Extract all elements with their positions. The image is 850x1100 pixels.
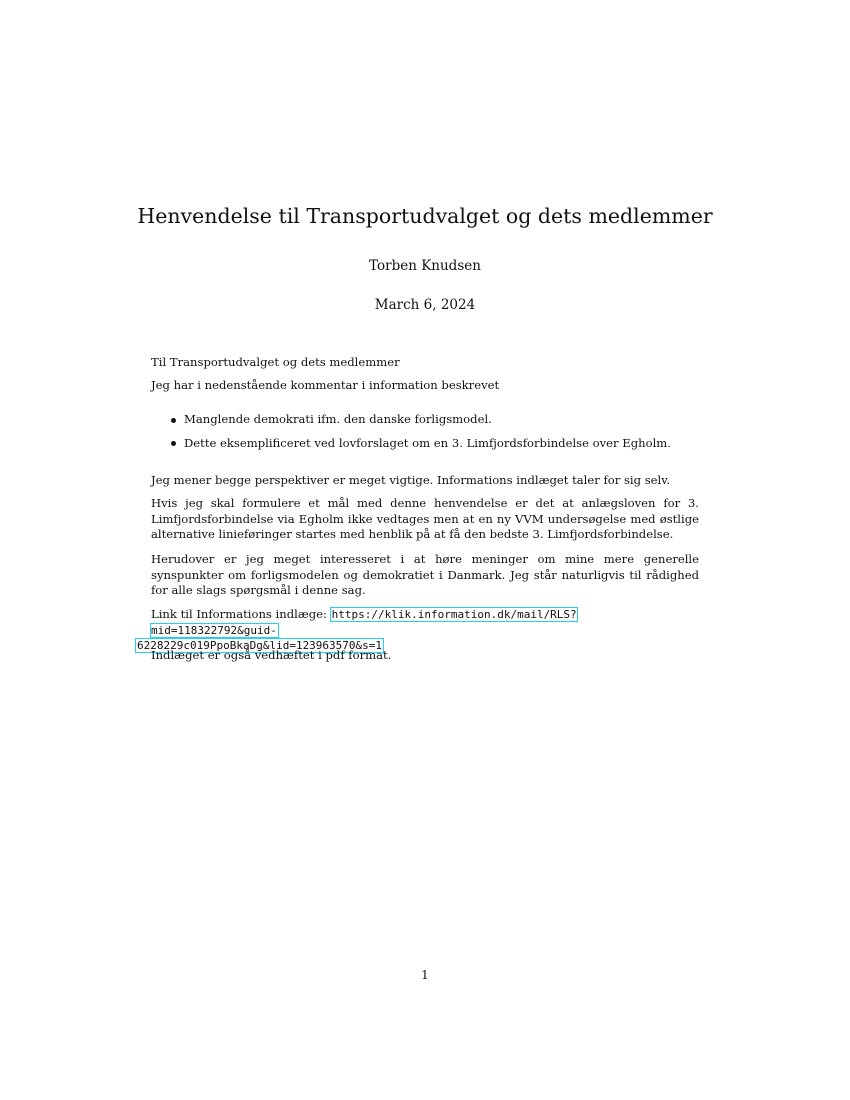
bullet-icon <box>171 418 176 423</box>
attachment-paragraph: Indlæget er også vedhæftet i pdf format. <box>151 648 392 662</box>
bullet-list <box>151 412 711 459</box>
information-article-link-continued[interactable]: 6228229c019PpoBkaDg&lid=123963570&s=1 <box>137 639 383 652</box>
list-item-text: Dette eksemplificeret ved lovforslaget om en 3. Limfjordsforbindelse over Egholm. <box>184 435 671 450</box>
bullet-icon <box>171 441 176 446</box>
document-date: March 6, 2024 <box>374 297 476 313</box>
goal-paragraph: Hvis jeg skal formulere et mål med denne henvendelse er det at anlægsloven for 3. Limfjordsforbindelse via Egholm ikke vedtages men at en ny VVM undersøgelse med østlige alternative linieføringer startes med henblik på at få den bedste 3. Limfjordsforbindelse. <box>151 496 699 541</box>
link-paragraph <box>137 607 699 654</box>
intro-paragraph: Jeg har i nedenstående kommentar i information beskrevet <box>151 378 500 392</box>
link-label: Link til Informations indlæge: <box>151 607 331 621</box>
list-item-text: Manglende demokrati ifm. den danske forligsmodel. <box>184 412 492 426</box>
page-number: 1 <box>421 968 429 982</box>
document-title: Henvendelse til Transportudvalget og dets medlemmer <box>137 204 713 228</box>
perspectives-paragraph: Jeg mener begge perspektiver er meget vigtige. Informations indlæget taler for sig selv. <box>151 473 671 487</box>
list-item <box>151 436 711 452</box>
author-name: Torben Knudsen <box>369 258 481 274</box>
list-item <box>151 412 711 428</box>
interest-paragraph: Herudover er jeg meget interesseret i at høre meninger om mine mere generelle synspunkter om forligsmodelen og demokratiet i Danmark. Jeg står naturligvis til rådighed for alle slags spørgsmål i denne sag. <box>151 552 699 597</box>
salutation-paragraph: Til Transportudvalget og dets medlemmer <box>151 355 400 369</box>
information-article-link[interactable]: https://klik.information.dk/mail/RLS?mid=118322792&guid- <box>151 608 577 637</box>
